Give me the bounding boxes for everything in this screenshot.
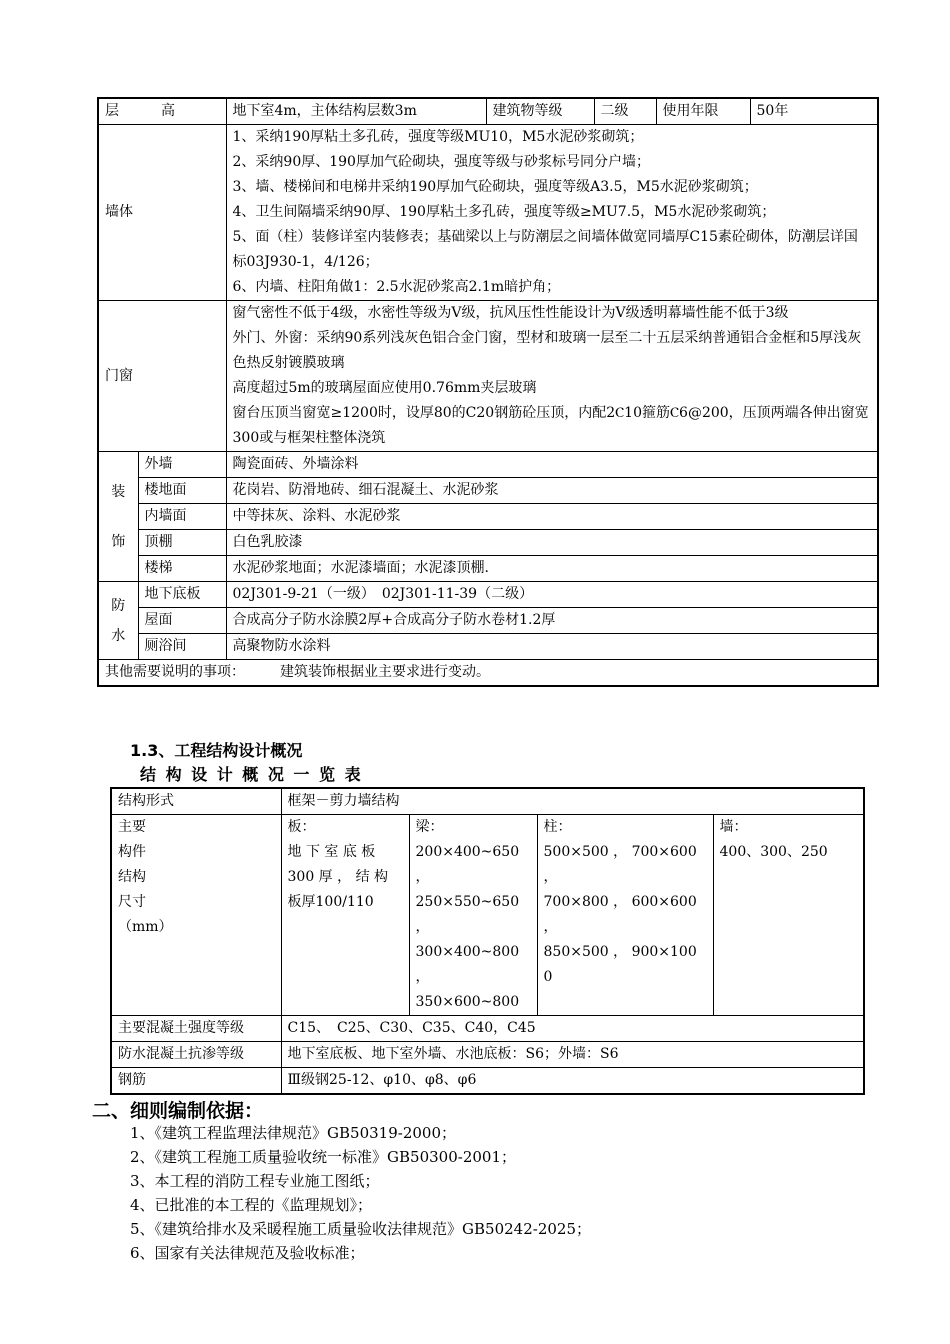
beam-line: ， xyxy=(415,919,430,935)
decoration-label-a: 装 xyxy=(111,483,126,500)
main-member-label-line: 主要 xyxy=(118,819,146,835)
wall-spec-line: 6、内墙、柱阳角做1：2.5水泥砂浆高2.1m暗护角； xyxy=(232,279,561,295)
waterproof-grade-value: 地下室底板、地下室外墙、水池底板：S6；外墙：S6 xyxy=(281,1042,864,1068)
decoration-value: 白色乳胶漆 xyxy=(226,530,878,556)
decoration-key: 顶棚 xyxy=(138,530,226,556)
slab-cell xyxy=(281,815,409,1016)
beam-line: 200×400~650 xyxy=(415,844,520,860)
other-notes: 其他需要说明的事项： 建筑装饰根据业主要求进行变动。 xyxy=(98,660,878,687)
structure-table-title: 结 构 设 计 概 况 一 览 表 xyxy=(140,765,363,784)
waterproof-value: 高聚物防水涂料 xyxy=(226,634,878,660)
window-spec-line: 高度超过5m的玻璃屋面应使用0.76mm夹层玻璃 xyxy=(232,380,537,396)
window-spec-line: 窗气密性不低于4级，水密性等级为Ⅴ级，抗风压性性能设计为Ⅴ级透明幕墙性能不低于3级 xyxy=(232,305,789,321)
building-grade-value: 二级 xyxy=(594,98,656,125)
column-line: ， xyxy=(543,919,558,935)
rebar-label: 钢筋 xyxy=(111,1068,281,1095)
beam-head: 梁： xyxy=(415,819,444,835)
rebar-value: Ⅲ级钢25-12、φ10、φ8、φ6 xyxy=(281,1068,864,1095)
slab-line: 300 厚 ， 结 构 xyxy=(287,869,389,885)
wall-line: 400、300、250 xyxy=(719,844,828,860)
wall-head: 墙： xyxy=(719,819,748,835)
waterproof-grade-label: 防水混凝土抗渗等级 xyxy=(111,1042,281,1068)
basis-item: 5、《建筑给排水及采暖程施工质量验收法律规范》GB50242-2025； xyxy=(130,1220,592,1238)
waterproof-label xyxy=(98,582,138,660)
building-info-table xyxy=(97,97,879,687)
beam-line: ， xyxy=(415,969,430,985)
decoration-key: 内墙面 xyxy=(138,504,226,530)
concrete-grade-value: C15、 C25、C30、C35、C40，C45 xyxy=(281,1016,864,1042)
waterproof-key: 地下底板 xyxy=(138,582,226,608)
decoration-key: 楼地面 xyxy=(138,478,226,504)
section-2-title: 二、细则编制依据： xyxy=(92,1100,264,1122)
slab-head: 板： xyxy=(287,819,316,835)
structure-table xyxy=(110,787,865,1095)
wall-spec-line: 3、墙、楼梯间和电梯井采纳190厚加气砼砌块，强度等级A3.5，M5水泥砂浆砌筑； xyxy=(232,179,758,195)
basis-list xyxy=(130,1121,591,1265)
beam-line: 250×550~650 xyxy=(415,894,520,910)
wall-spec-line: 2、采纳90厚、190厚加气砼砌块，强度等级与砂浆标号同分户墙； xyxy=(232,154,650,170)
basis-item: 3、本工程的消防工程专业施工图纸； xyxy=(130,1172,380,1190)
wall-cell xyxy=(713,815,864,1016)
window-spec xyxy=(226,301,878,452)
wall-spec-line: 5、面（柱）装修详室内装修表；基础梁以上与防潮层之间墙体做宽同墙厚C15素砼砌体，防潮层详国标03J930-1，4/126； xyxy=(232,229,858,270)
window-spec-line: 外门、外窗：采纳90系列浅灰色铝合金门窗，型材和玻璃一层至二十五层采纳普通铝合金框和5厚浅灰色热反射镀膜玻璃 xyxy=(232,330,862,371)
column-line: 850×500 ， 900×100 xyxy=(543,944,697,960)
wall-label: 墙体 xyxy=(98,125,226,301)
slab-line: 地 下 室 底 板 xyxy=(287,844,376,860)
column-cell xyxy=(537,815,713,1016)
basis-item: 1、《建筑工程监理法律规范》GB50319-2000； xyxy=(130,1124,457,1142)
decoration-key: 楼梯 xyxy=(138,556,226,582)
floor-height-label: 层 高 xyxy=(98,98,226,125)
waterproof-key: 屋面 xyxy=(138,608,226,634)
basis-item: 6、国家有关法律规范及验收标准； xyxy=(130,1244,365,1262)
decoration-value: 陶瓷面砖、外墙涂料 xyxy=(226,452,878,478)
main-member-label-line: 结构 xyxy=(118,869,146,885)
beam-line: 350×600~800 xyxy=(415,994,520,1010)
main-member-label xyxy=(111,815,281,1016)
column-line: 500×500 ， 700×600 xyxy=(543,844,697,860)
beam-line: 300×400~800 xyxy=(415,944,520,960)
wall-spec-line: 1、采纳190厚粘土多孔砖，强度等级MU10，M5水泥砂浆砌筑； xyxy=(232,129,644,145)
window-spec-line: 窗台压顶当窗宽≥1200时，设厚80的C20钢筋砼压顶，内配2Ⲥ10箍筋Ⲥ6@200，压顶两端各伸出窗宽300或与框架柱整体浇筑 xyxy=(232,405,869,446)
waterproof-value: 02J301-9-21（一级） 02J301-11-39（二级） xyxy=(226,582,878,608)
column-head: 柱： xyxy=(543,819,572,835)
main-member-label-line: （mm） xyxy=(118,919,173,935)
decoration-label xyxy=(98,452,138,582)
beam-line: ， xyxy=(415,869,430,885)
basis-item: 4、已批准的本工程的《监理规划》； xyxy=(130,1196,373,1214)
service-life-label: 使用年限 xyxy=(656,98,750,125)
decoration-label-b: 饰 xyxy=(111,533,126,550)
waterproof-label-a: 防 xyxy=(111,597,126,614)
decoration-value: 花岗岩、防滑地砖、细石混凝土、水泥砂浆 xyxy=(226,478,878,504)
wall-spec-line: 4、卫生间隔墙采纳90厚、190厚粘土多孔砖，强度等级≥MU7.5，M5水泥砂浆砌筑； xyxy=(232,204,776,220)
section-13-title: 1.3、工程结构设计概况 xyxy=(130,741,303,760)
column-line: 700×800 ， 600×600 xyxy=(543,894,697,910)
waterproof-label-b: 水 xyxy=(111,627,126,644)
decoration-value: 水泥砂浆地面；水泥漆墙面；水泥漆顶棚. xyxy=(226,556,878,582)
window-label: 门窗 xyxy=(98,301,226,452)
main-member-label-line: 尺寸 xyxy=(118,894,146,910)
structure-form-value: 框架－剪力墙结构 xyxy=(281,788,864,815)
slab-line: 板厚100/110 xyxy=(287,894,374,910)
basis-item: 2、《建筑工程施工质量验收统一标准》GB50300-2001； xyxy=(130,1148,517,1166)
column-line: 0 xyxy=(543,969,553,985)
waterproof-value: 合成高分子防水涂膜2厚+合成高分子防水卷材1.2厚 xyxy=(226,608,878,634)
wall-spec xyxy=(226,125,878,301)
concrete-grade-label: 主要混凝土强度等级 xyxy=(111,1016,281,1042)
main-member-label-line: 构件 xyxy=(118,844,146,860)
service-life-value: 50年 xyxy=(750,98,878,125)
structure-form-label: 结构形式 xyxy=(111,788,281,815)
decoration-value: 中等抹灰、涂料、水泥砂浆 xyxy=(226,504,878,530)
building-grade-label: 建筑物等级 xyxy=(486,98,594,125)
waterproof-key: 厕浴间 xyxy=(138,634,226,660)
column-line: ， xyxy=(543,869,558,885)
decoration-key: 外墙 xyxy=(138,452,226,478)
beam-cell xyxy=(409,815,537,1016)
floor-height-value: 地下室4m，主体结构层数3m xyxy=(226,98,486,125)
